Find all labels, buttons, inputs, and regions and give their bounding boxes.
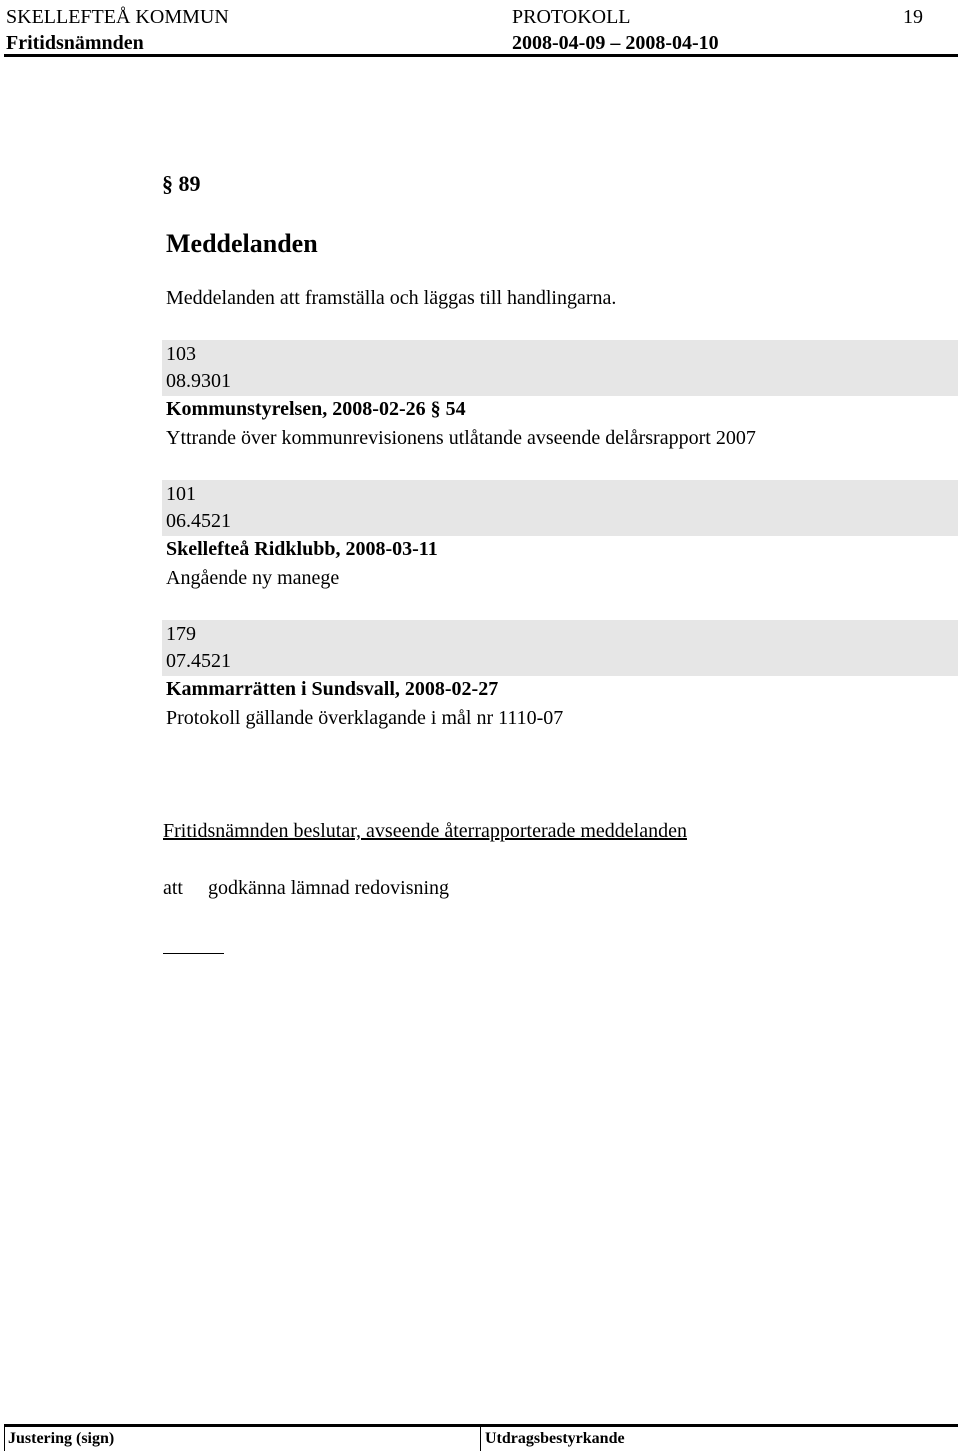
item-highlight — [162, 340, 958, 396]
decision-att-label: att — [163, 877, 183, 899]
committee-name: Fritidsnämnden — [6, 32, 144, 54]
item-sender: Skellefteå Ridklubb, 2008-03-11 — [166, 538, 438, 560]
footer-divider — [480, 1424, 481, 1451]
item-number: 179 — [166, 623, 196, 645]
item-number: 101 — [166, 483, 196, 505]
header-rule — [4, 54, 958, 57]
item-sender: Kammarrätten i Sundsvall, 2008-02-27 — [166, 678, 499, 700]
document-header — [0, 0, 960, 60]
org-name: SKELLEFTEÅ KOMMUN — [6, 6, 229, 28]
end-rule — [163, 953, 224, 954]
item-subject: Protokoll gällande överklagande i mål nr 1110-07 — [166, 707, 564, 729]
item-code: 08.9301 — [166, 370, 231, 392]
meeting-dates: 2008-04-09 – 2008-04-10 — [512, 32, 719, 54]
footer-justering: Justering (sign) — [8, 1430, 115, 1447]
footer-rule — [4, 1424, 958, 1427]
item-code: 06.4521 — [166, 510, 231, 532]
item-subject: Yttrande över kommunrevisionens utlåtande avseende delårsrapport 2007 — [166, 427, 756, 449]
item-highlight — [162, 480, 958, 536]
item-subject: Angående ny manege — [166, 567, 340, 589]
page-number: 19 — [903, 6, 923, 28]
item-highlight — [162, 620, 958, 676]
section-intro: Meddelanden att framställa och läggas till handlingarna. — [166, 287, 617, 309]
decision-heading: Fritidsnämnden beslutar, avseende återrapporterade meddelanden — [163, 820, 687, 842]
footer-utdragsbestyrkande: Utdragsbestyrkande — [485, 1430, 625, 1447]
item-sender: Kommunstyrelsen, 2008-02-26 § 54 — [166, 398, 466, 420]
section-title: Meddelanden — [166, 229, 318, 258]
decision-att-text: godkänna lämnad redovisning — [208, 877, 450, 899]
item-number: 103 — [166, 343, 196, 365]
doc-type: PROTOKOLL — [512, 6, 631, 28]
item-code: 07.4521 — [166, 650, 231, 672]
footer-divider — [4, 1424, 5, 1451]
paragraph-number: § 89 — [162, 171, 201, 196]
